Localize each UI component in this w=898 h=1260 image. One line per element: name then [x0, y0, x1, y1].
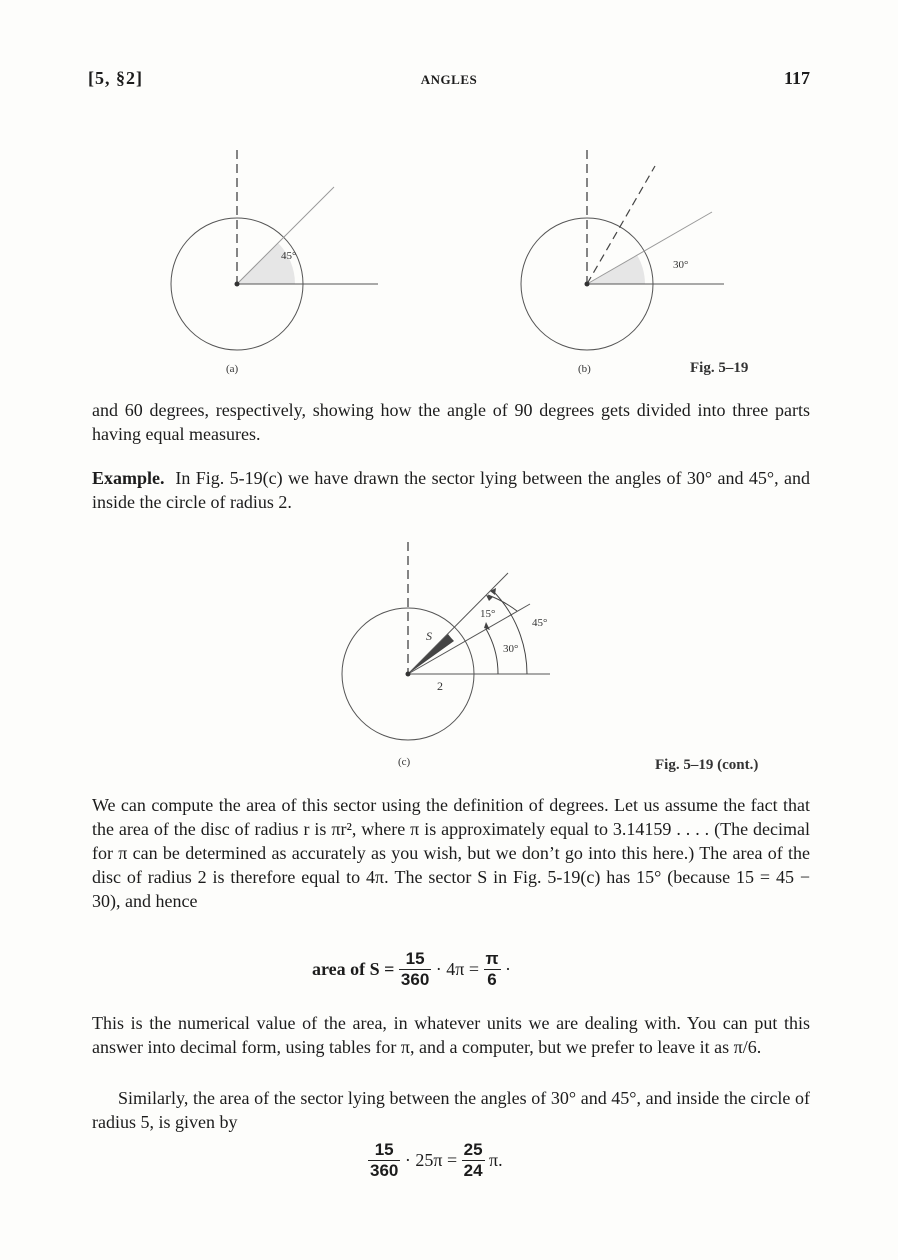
equation-2 [368, 1140, 503, 1181]
eq1-end: · [505, 959, 512, 979]
figure-c-45-label: 45° [532, 617, 548, 629]
eq2-den2: 24 [463, 1161, 483, 1180]
figure-b-angle-label: 30° [673, 259, 689, 271]
example-text: In Fig. 5-19(c) we have drawn the sector lying between the angles of 30° and 45°, and inside the circle of radius 2. [92, 468, 810, 512]
paragraph-4-text: Similarly, the area of the sector lying between the angles of 30° and 45°, and inside the circle of radius 5, is given by [92, 1088, 810, 1132]
figure-c-radius-label: 2 [437, 679, 443, 693]
eq2-den1: 360 [370, 1161, 399, 1180]
eq2-num1: 15 [368, 1140, 400, 1161]
figure-c-sector-label: S [426, 629, 432, 643]
eq1-mid: · 4π = [435, 959, 480, 979]
eq2-mid: · 25π = [404, 1150, 458, 1170]
figure-c-30-label: 30° [503, 643, 519, 655]
figure-title: Fig. 5–19 [690, 360, 749, 376]
example-label: Example. [92, 468, 165, 488]
eq2-fraction-2 [462, 1140, 485, 1181]
eq1-den2: 6 [487, 970, 497, 989]
figure-cont-title: Fig. 5–19 (cont.) [655, 757, 759, 773]
eq1-fraction-1 [399, 949, 431, 990]
paragraph-3 [92, 1011, 810, 1059]
equation-1 [312, 949, 511, 990]
paragraph-1-text: and 60 degrees, respectively, showing how the angle of 90 degrees gets divided into three parts having equal measures. [92, 400, 810, 444]
figure-a-caption: (a) [226, 363, 239, 375]
paragraph-2 [92, 793, 810, 913]
eq1-num1: 15 [399, 949, 431, 970]
figure-a-angle-label: 45° [281, 250, 297, 262]
figure-c-caption: (c) [398, 756, 411, 768]
paragraph-4 [92, 1086, 810, 1134]
figure-b-caption: (b) [578, 363, 591, 375]
eq1-num2: π [485, 949, 499, 968]
eq2-num2: 25 [463, 1140, 483, 1159]
paragraph-2-text: We can compute the area of this sector using the definition of degrees. Let us assume the fact that the area of the disc of radius r is πr², where π is approximately equal to 3.14159 . . . . (The decimal for π can be determined as accurately as you wish, but we don’t go into this here.) The area of the disc of radius 2 is therefore equal to 4π. The sector S in Fig. 5-19(c) has 15° (because 15 = 45 − 30), and hence [92, 795, 810, 911]
eq1-fraction-2 [484, 949, 501, 990]
page-number: 117 [783, 68, 810, 88]
paragraph-3-text: This is the numerical value of the area, in whatever units we are dealing with. You can put this answer into decimal form, using tables for π, and a computer, but we prefer to leave it as π/6. [92, 1013, 810, 1057]
running-title: ANGLES [420, 72, 478, 87]
eq1-den1: 360 [400, 970, 430, 989]
eq2-fraction-1 [368, 1140, 400, 1181]
eq2-end: π. [489, 1150, 503, 1170]
section-reference: [5, §2] [88, 68, 143, 88]
figure-c-15-label: 15° [480, 608, 496, 620]
eq1-lhs: area of S = [312, 959, 395, 979]
